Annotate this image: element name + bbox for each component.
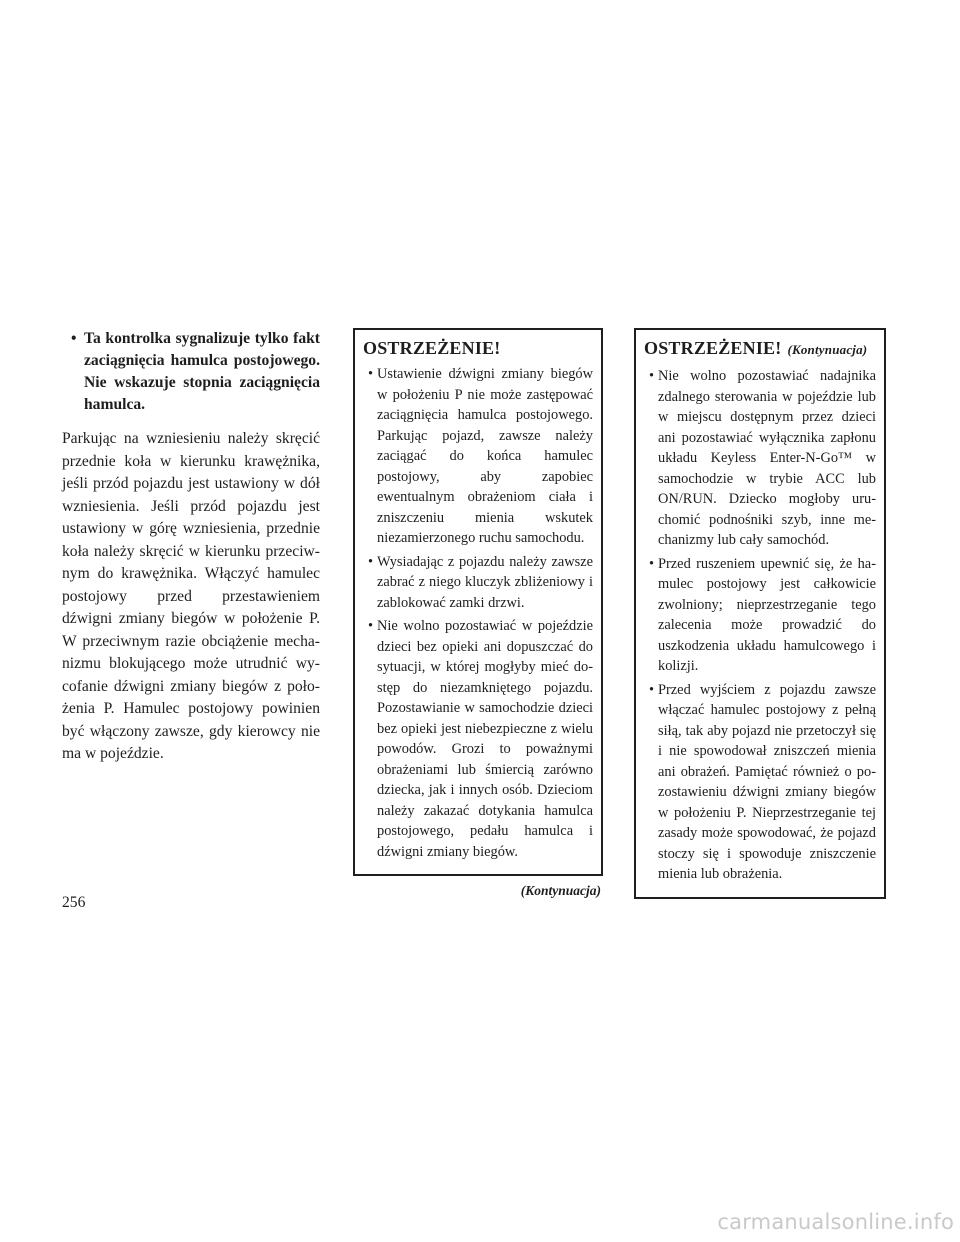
bullet-icon: • xyxy=(71,330,77,347)
continued-note: (Kontynuacja) xyxy=(520,883,601,898)
warning-title-text: OSTRZEŻENIE! xyxy=(644,338,782,358)
warning-item xyxy=(644,554,876,677)
warning-title xyxy=(363,336,593,360)
warning-title-suffix: (Kontynuacja) xyxy=(787,342,868,357)
bold-note xyxy=(62,328,320,416)
bullet-icon: • xyxy=(649,681,655,698)
right-column xyxy=(634,328,886,899)
warning-title-text: OSTRZEŻENIE! xyxy=(363,338,501,358)
warning-item-text: Nie wolno pozostawiać w pojeździe dzieci bez opieki ani dopuszczać do sytuacji, w której mogłyby mieć dostęp do niezamkniętego pojazdu. Pozostawianie w samochodzie dzieci bez opieki jest niebezpieczne z wielu powodów. Grozi to poważnymi obrażeniami lub śmiercią zarówno dziecka, jak i innych osób. Dzieciom należy zakazać dotykania hamulca postojowego, pedału hamulca i dźwigni zmiany biegów. xyxy=(377,618,593,860)
warning-item-text: Przed ruszeniem upewnić się, że hamulec postojowy jest całkowicie zwolniony; nieprzestrzeganie tego zalecenia może prowadzić do uszkodzenia układu hamulcowego i kolizji. xyxy=(658,555,876,674)
bullet-icon: • xyxy=(368,366,374,382)
warning-item xyxy=(644,680,876,885)
warning-box-1 xyxy=(353,328,603,876)
bullet-icon: • xyxy=(368,618,374,634)
watermark: carmanualsonline.info xyxy=(717,1210,954,1234)
left-column xyxy=(62,328,320,766)
middle-column xyxy=(353,328,603,900)
warning-item-text: Nie wolno pozostawiać nadajnika zdalnego sterowania w pojeździe lub w miejscu dostępnym przez dzieci ani pozostawiać wyłącznika zapłonu układu Keyless Enter-N-Go™ w samochodzie w trybie ACC lub ON/RUN. Dziecko mogłoby uruchomić podnośniki szyb, inne mechanizmy lub cały samochód. xyxy=(658,368,876,548)
page-number: 256 xyxy=(62,894,86,911)
warning-title xyxy=(644,336,876,362)
warning-item xyxy=(363,552,593,614)
warning-item-text: Ustawienie dźwigni zmiany biegów w położeniu P nie może zastępować zaciągnięcia hamulca postojowego. Parkując pojazd, zawsze należy zaciągać do końca hamulec postojowy, aby zapobiec ewentualnym obrażeniom ciała i zniszczeniu mienia wskutek niezamierzonego ruchu samochodu. xyxy=(377,366,593,546)
warning-item-text: Wysiadając z pojazdu należy zawsze zabrać z niego kluczyk zbliżeniowy i zablokować zamki drzwi. xyxy=(377,553,593,611)
bold-note-text: Ta kontrolka sygnalizuje tylko fakt zaciągnięcia hamulca postojowego. Nie wskazuje stopnia zaciągnięcia hamulca. xyxy=(84,330,320,413)
bullet-icon: • xyxy=(368,553,374,570)
bullet-icon: • xyxy=(649,368,655,384)
warning-box-2 xyxy=(634,328,886,899)
bullet-icon: • xyxy=(649,555,655,572)
warning-item xyxy=(363,616,593,862)
warning-item-text: Przed wyjściem z pojazdu zawsze włączać hamulec postojowy z pełną siłą, tak aby pojazd nie przetoczył się i nie spowodował zniszczeń mienia ani obrażeń. Pamiętać również o pozostawieniu dźwigni zmiany biegów w położeniu P. Nieprzestrzeganie tej zasady może spowodować, że pojazd stoczy się i spowoduje zniszczenie mienia lub obrażenia. xyxy=(658,681,876,882)
warning-item xyxy=(363,364,593,549)
warning-item xyxy=(644,366,876,551)
parking-paragraph: Parkując na wzniesieniu należy skręcić przednie koła w kierunku krawężnika, jeśli przód pojazdu jest ustawiony w dół wzniesienia. Jeśli przód pojazdu jest ustawiony w górę wzniesienia, przednie koła należy skręcić w kierunku przeciwnym do krawężnika. Włączyć hamulec postojowy przed przestawieniem dźwigni zmiany biegów w położenie P. W przeciwnym razie obciążenie mechanizmu blokującego może utrudnić wycofanie dźwigni zmiany biegów z położenia P. Hamulec postojowy powinien być włączony zawsze, gdy kierowcy nie ma w pojeździe. xyxy=(62,430,320,762)
